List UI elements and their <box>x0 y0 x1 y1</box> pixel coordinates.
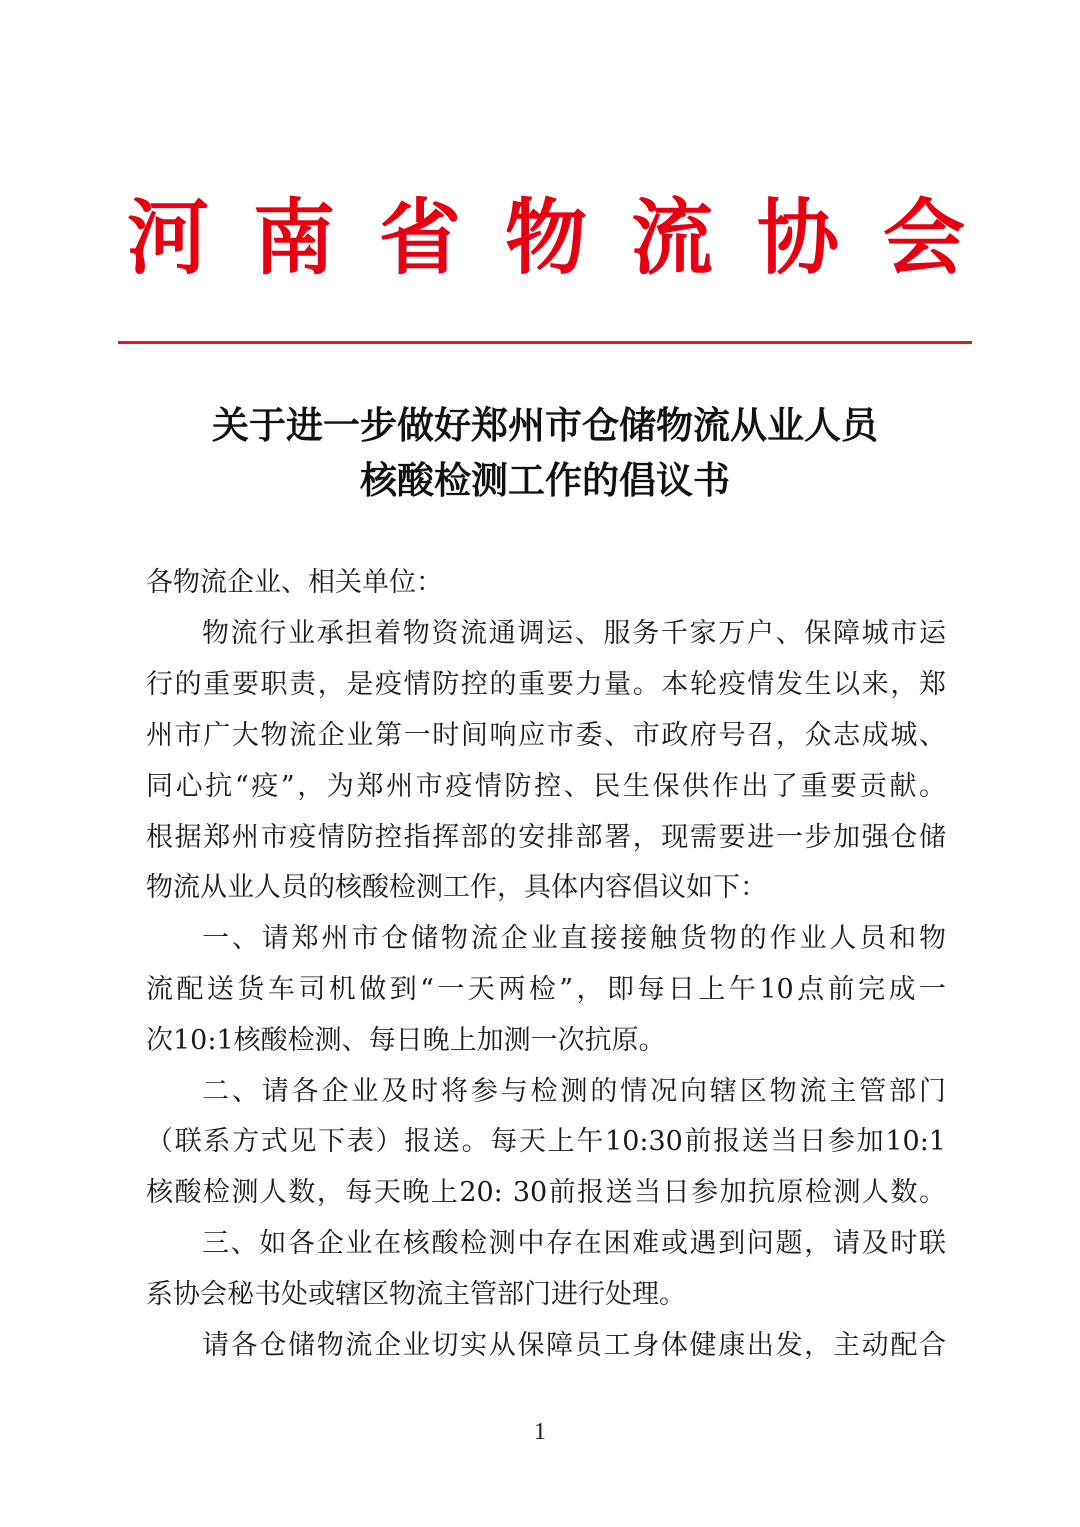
letterhead-char: 南 <box>252 190 335 286</box>
page-number: 1 <box>534 1419 546 1445</box>
letterhead-char: 协 <box>756 190 839 286</box>
body-line: 二、请各企业及时将参与检测的情况向辖区物流主管部门 <box>202 1076 946 1107</box>
body-line: 核酸检测人数，每天晚上20: 30前报送当日参加抗原检测人数。 <box>146 1177 946 1208</box>
letterhead-org-name <box>118 188 974 288</box>
body-line: 三、如各企业在核酸检测中存在困难或遇到问题，请及时联 <box>202 1228 946 1259</box>
body-line: 同心抗“疫”，为郑州市疫情防控、民生保供作出了重要贡献。 <box>146 771 946 802</box>
salutation-line: 各物流企业、相关单位： <box>146 567 443 598</box>
body-line: 次10:1核酸检测、每日晚上加测一次抗原。 <box>146 1025 666 1056</box>
body-line: 流配送货车司机做到“一天两检”，即每日上午10点前完成一 <box>146 974 946 1005</box>
letterhead-char: 物 <box>504 190 587 286</box>
document-title-line-1: 关于进一步做好郑州市仓储物流从业人员 <box>212 404 878 447</box>
body-line: 系协会秘书处或辖区物流主管部门进行处理。 <box>146 1279 686 1310</box>
body-line: （联系方式见下表）报送。每天上午10:30前报送当日参加10:1 <box>146 1126 946 1157</box>
letterhead-red-divider <box>118 341 972 344</box>
body-line: 州市广大物流企业第一时间响应市委、市政府号召，众志成城、 <box>146 720 946 751</box>
body-line: 行的重要职责，是疫情防控的重要力量。本轮疫情发生以来，郑 <box>146 669 946 700</box>
letterhead-char: 省 <box>378 190 461 286</box>
document-title-line-2: 核酸检测工作的倡议书 <box>360 459 730 502</box>
letterhead-char: 会 <box>882 190 965 286</box>
letterhead-char: 河 <box>126 190 209 286</box>
body-line: 根据郑州市疫情防控指挥部的安排部署，现需要进一步加强仓储 <box>146 822 946 853</box>
body-line: 物流行业承担着物资流通调运、服务千家万户、保障城市运 <box>202 618 946 649</box>
body-line: 请各仓储物流企业切实从保障员工身体健康出发，主动配合 <box>202 1330 946 1361</box>
body-line: 一、请郑州市仓储物流企业直接接触货物的作业人员和物 <box>202 923 946 954</box>
body-line: 物流从业人员的核酸检测工作，具体内容倡议如下： <box>146 872 767 903</box>
letterhead-char: 流 <box>630 190 713 286</box>
